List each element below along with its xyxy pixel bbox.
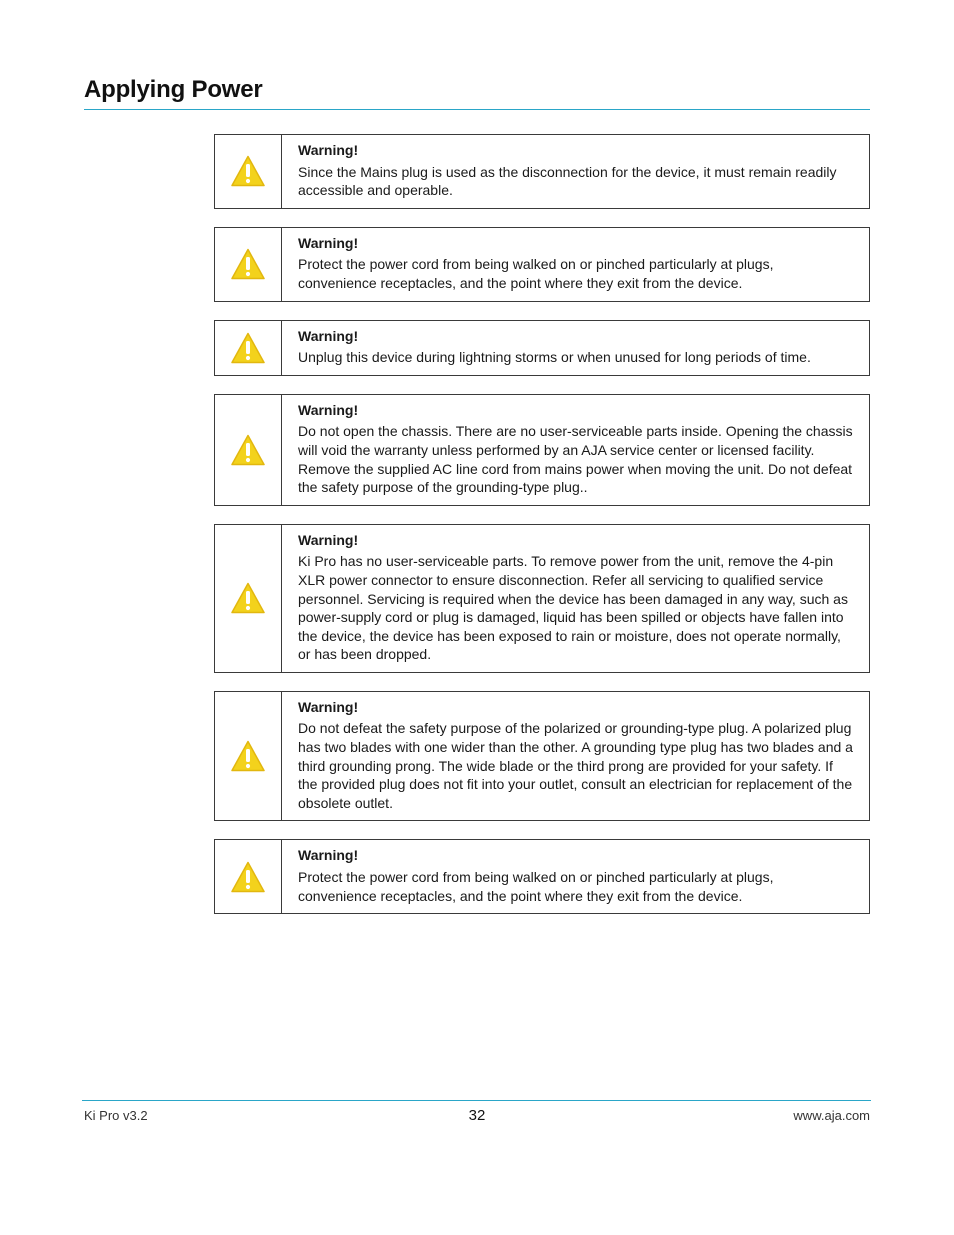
warning-text: Protect the power cord from being walked on or pinched particularly at plugs, convenience receptacles, and the point where they exit from the device.: [298, 869, 774, 904]
warning-icon-cell: [215, 228, 282, 301]
warning-text: Since the Mains plug is used as the disconnection for the device, it must remain readily accessible and operable.: [298, 163, 837, 199]
warning-heading: Warning!: [298, 234, 359, 251]
warning-triangle-icon: [231, 861, 265, 893]
warning-text: Do not defeat the safety purpose of the polarized or grounding-type plug. A polarized plug has two blades with one wider than the other. A grounding type plug has two blades and a third grounding prong. The wide blade or the third prong are provided for your safety. If the provided plug does not fit into your outlet, consult an electrician for replacement of the obsolete outlet.: [298, 720, 853, 811]
warning-text: Unplug this device during lightning storms or when unused for long periods of time.: [298, 349, 811, 366]
warning-icon-cell: [215, 395, 282, 505]
warning-heading: Warning!: [298, 142, 359, 158]
warning-triangle-icon: [231, 434, 265, 466]
warning-box: [214, 524, 870, 673]
warning-heading: Warning!: [298, 401, 359, 418]
warning-content: [282, 525, 869, 672]
warning-content: [282, 321, 869, 375]
warning-content: [282, 135, 869, 208]
warning-triangle-icon: [231, 740, 265, 772]
warning-icon-cell: [215, 321, 282, 375]
warning-triangle-icon: [231, 155, 265, 187]
warning-box: [214, 320, 870, 376]
page-number: 32: [468, 1107, 486, 1124]
warning-text: Ki Pro has no user-serviceable parts. To remove power from the unit, remove the 4-pin XLR power connector to ensure disconnection. Refer all servicing to qualified service personnel. Servicing is required when the device has been damaged in any way, such as power-supply cord or plug is damaged, liquid has been spilled or objects have fallen into the device, the device has been exposed to rain or moisture, does not operate normally, or has been dropped.: [298, 553, 848, 663]
warning-triangle-icon: [231, 248, 265, 280]
warning-heading: Warning!: [298, 531, 359, 548]
warnings-list: [214, 134, 870, 932]
warning-box: [214, 134, 870, 209]
warning-heading: Warning!: [298, 327, 359, 344]
warning-heading: Warning!: [298, 698, 359, 715]
warning-box: [214, 691, 870, 822]
warning-icon-cell: [215, 692, 282, 821]
warning-icon-cell: [215, 525, 282, 672]
footer-divider: [82, 1100, 871, 1101]
footer-website: www.aja.com: [793, 1108, 870, 1123]
warning-content: [282, 395, 869, 505]
page-title: Applying Power: [84, 76, 263, 103]
warning-icon-cell: [215, 135, 282, 208]
warning-triangle-icon: [231, 582, 265, 614]
warning-text: Protect the power cord from being walked on or pinched particularly at plugs, convenience receptacles, and the point where they exit from the device.: [298, 256, 774, 291]
warning-content: [282, 840, 869, 913]
warning-triangle-icon: [231, 332, 265, 364]
warning-heading: Warning!: [298, 847, 359, 864]
warning-content: [282, 692, 869, 821]
warning-box: [214, 227, 870, 302]
warning-box: [214, 839, 870, 914]
warning-content: [282, 228, 869, 301]
title-divider: [84, 109, 870, 110]
warning-text: Do not open the chassis. There are no user-serviceable parts inside. Opening the chassis will void the warranty unless performed by an AJA service center or licensed facility. Remove the supplied AC line cord from mains power when moving the unit. Do not defeat the safety purpose of the grounding-type plug..: [298, 423, 853, 496]
footer-product-version: Ki Pro v3.2: [84, 1108, 148, 1123]
warning-box: [214, 394, 870, 506]
warning-icon-cell: [215, 840, 282, 913]
